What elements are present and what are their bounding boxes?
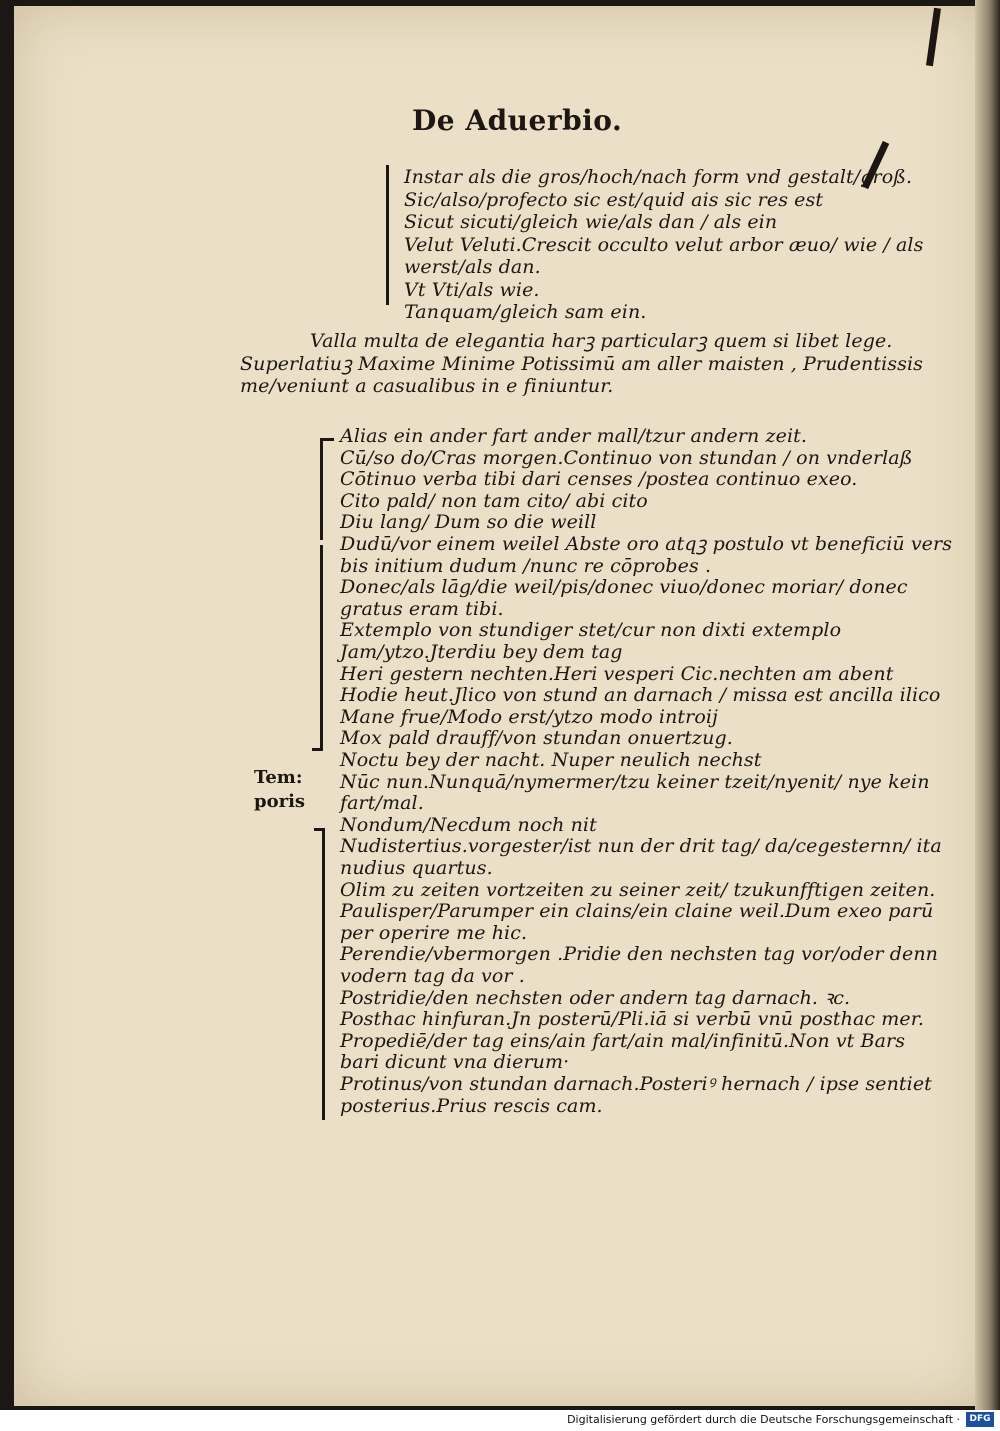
block2-line: bis initium dudum /nunc re cōprobes . — [340, 554, 712, 577]
bracket-tick-b — [312, 748, 323, 751]
block2-line: Cito pald/ non tam cito/ abi cito — [340, 489, 648, 512]
block2-line: Posthac hinfuran.Jn posterū/Pli.iā si verbū vnū posthac mer. — [340, 1008, 924, 1031]
block1-line: Sic/also/profecto sic est/quid ais sic res est — [404, 188, 824, 211]
block2-line: Jam/ytzo.Jterdiu bey dem tag — [340, 641, 623, 663]
block2-line: Heri gestern nechten.Heri vesperi Cic.nechten am abent — [340, 662, 894, 685]
footer-credit: Digitalisierung gefördert durch die Deutsche Forschungsgemeinschaft · — [567, 1413, 960, 1426]
block2-line: Olim zu zeiten vortzeiten zu seiner zeit/ tzukunfftigen zeiten. — [340, 878, 936, 901]
bracket-block2-b — [320, 545, 323, 750]
block2-line: Cōtinuo verba tibi dari censes /postea continuo exeo. — [340, 468, 858, 491]
block2-line: posterius.Prius rescis cam. — [340, 1094, 603, 1117]
dfg-logo: DFG — [966, 1412, 994, 1427]
block2-line: Noctu bey der nacht. Nuper neulich nechst — [340, 749, 762, 771]
block2-line: fart/mal. — [340, 792, 424, 815]
block2-line: Postridie/den nechsten oder andern tag darnach. ꝛc. — [340, 986, 851, 1009]
block1-line: Instar als die gros/hoch/nach form vnd gestalt/groß. — [404, 166, 913, 188]
block2-line: nudius quartus. — [340, 857, 493, 879]
para-line: me/veniunt a casualibus in e finiuntur. — [240, 375, 614, 397]
block2-line: Protinus/von stundan darnach.Posteriꝰ hernach / ipse sentiet — [340, 1073, 932, 1095]
block2-line: per operire me hic. — [340, 921, 528, 944]
page-edge — [975, 0, 1000, 1410]
block1-line: werst/als dan. — [404, 256, 541, 278]
block2-line: Alias ein ander fart ander mall/tzur andern zeit. — [340, 425, 808, 447]
block2-line: vodern tag da vor . — [340, 965, 525, 987]
block2-line: Cū/so do/Cras morgen.Continuo von stundan / on vnderlaß — [340, 446, 913, 469]
footer — [0, 1410, 1000, 1431]
block1-line: Vt Vti/als wie. — [404, 278, 540, 301]
para-line: Superlatiuꝫ Maxime Minime Potissimū am aller maisten , Prudentissis — [240, 352, 924, 375]
block2-line: Dudū/vor einem weilel Abste oro atqꝫ postulo vt beneficiū vers — [340, 533, 953, 555]
block2-line: Hodie heut.Jlico von stund an darnach / missa est ancilla ilico — [340, 684, 941, 707]
block1-line: Sicut sicuti/gleich wie/als dan / als ein — [404, 211, 778, 233]
block2-line: Perendie/vbermorgen .Pridie den nechsten tag vor/oder denn — [340, 943, 938, 966]
block2-line: Paulisper/Parumper ein clains/ein claine weil.Dum exeo parū — [340, 900, 934, 923]
block2-line: gratus eram tibi. — [340, 597, 504, 620]
bracket-block1 — [386, 165, 389, 305]
block2-line: Donec/als lāg/die weil/pis/donec viuo/donec moriar/ donec — [340, 576, 908, 599]
block2-line: Nudistertius.vorgester/ist nun der drit tag/ da/cegesternn/ ita — [340, 835, 942, 858]
block1-line: Tanquam/gleich sam ein. — [404, 301, 647, 323]
block2-line: Propediē/der tag eins/ain fart/ain mal/infinitū.Non vt Bars — [340, 1029, 906, 1052]
block2-line: Mox pald drauff/von stundan onuertzug. — [340, 727, 733, 750]
bracket-block2-a — [320, 440, 323, 540]
block2-line: Extemplo von stundiger stet/cur non dixti extemplo — [340, 619, 842, 642]
bracket-block2-c — [322, 830, 325, 1120]
block2-line: bari dicunt vna dierum· — [340, 1051, 570, 1074]
block2-line: Nondum/Necdum noch nit — [340, 813, 597, 836]
block2-line: Mane frue/Modo erst/ytzo modo introij — [340, 705, 719, 728]
page-title: De Aduerbio. — [412, 104, 623, 137]
para-line: Valla multa de elegantia harꝫ particularꝫ quem si libet lege. — [310, 330, 893, 352]
block2-line: Nūc nun.Nunquā/nymermer/tzu keiner tzeit/nyenit/ nye kein — [340, 770, 930, 793]
bracket-tick-a — [320, 438, 334, 441]
margin-word-poris: poris — [254, 791, 306, 812]
margin-word-tem: Tem: — [254, 767, 303, 788]
bracket-tick-c — [314, 828, 325, 831]
block2-line: Diu lang/ Dum so die weill — [340, 511, 597, 534]
block1-line: Velut Veluti.Crescit occulto velut arbor æuo/ wie / als — [404, 233, 924, 256]
